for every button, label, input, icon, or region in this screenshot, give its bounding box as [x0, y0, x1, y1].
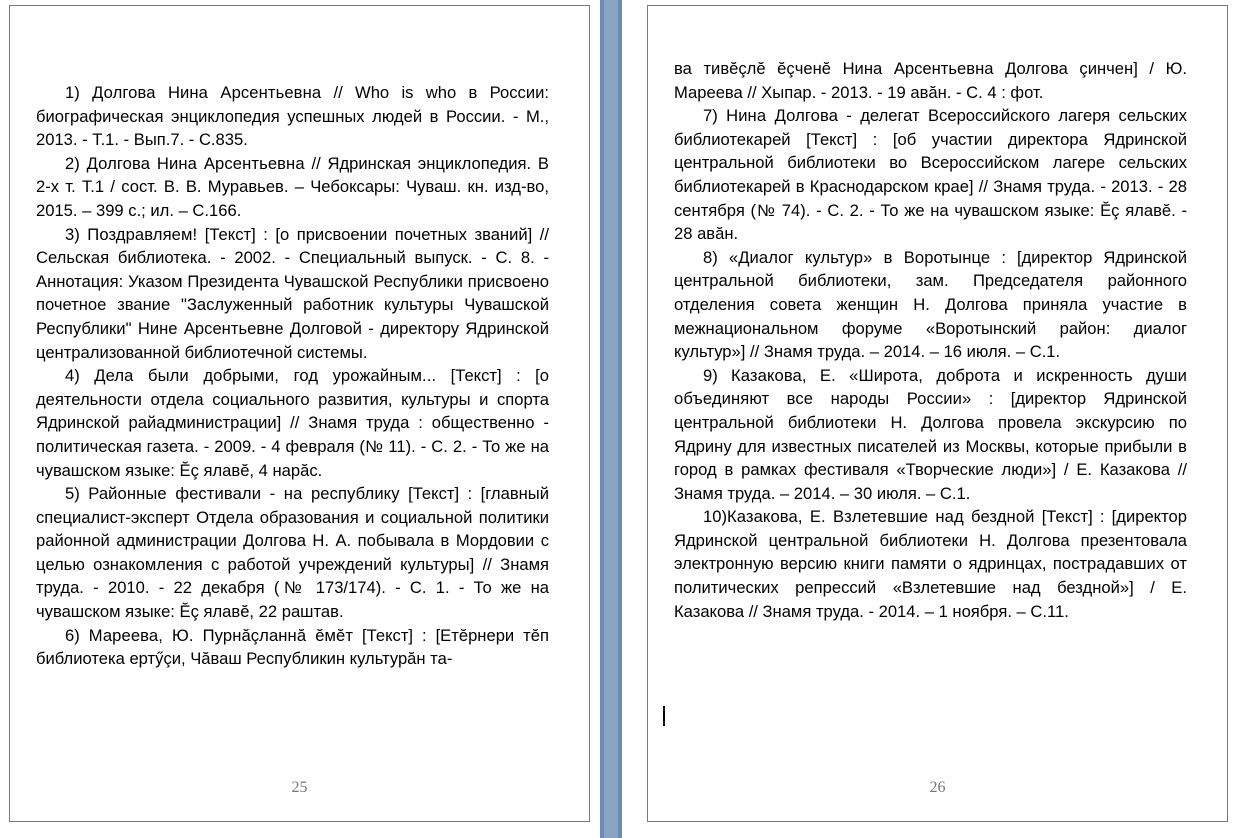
entry-text: : [директор Ядринской центральной библиотеки Н. Долгова провела экскурсию по Ядрину для известных писателей из Москвы, которые прибыли в город в рамках фестиваля «Творческие люди»] / Е. Казакова // Знамя труда. – 2014. – 30 июля. – С.1.: [674, 389, 1187, 503]
bib-entry-6-continuation: ва тивĕçлĕ ĕçченĕ Нина Арсентьевна Долгова çинчен] / Ю. Мареева // Хыпар. - 2013. - 19 авăн. - С. 4 : фот.: [674, 59, 1187, 102]
page-26-body[interactable]: [674, 57, 1187, 623]
entry-text: [Текст] : [Етĕрнери тĕп библиотека ертӳçи, Чăваш Республикин культурăн та-: [36, 625, 549, 669]
page-number: 26: [929, 779, 946, 796]
page-26[interactable]: [647, 5, 1228, 822]
entry-title: Районные фестивали - на республику: [88, 484, 400, 504]
entry-title: «Диалог культур» в Воротынце: [728, 247, 991, 267]
entry-text: [Текст] : [о присвоении почетных званий] // Сельская библиотека. - 2002. - Специальный выпуск. - С. 8. - Аннотация: Указом Президента Чувашской Республики присвоено почетное звание "Заслуженный работник культуры Чувашской Республики" Нине Арсентьевне Долговой - директору Ядринской централизованной библиотечной системы.: [36, 224, 549, 362]
bib-entry-7: 7) Нина Долгова - делегат Всероссийского лагеря сельских библиотекарей [Текст] : [об участии директора Ядринской центральной библиотеки во Всероссийском лагере сельских библиотекарей в Краснодарском крае] // Знамя труда. - 2013. - 28 сентября (№ 74). - С. 2. - То же на чувашском языке: Ĕç ялавĕ. - 28 авăн.: [674, 106, 1187, 244]
entry-title: Казакова, Е. Взлетевшие над бездной: [726, 507, 1035, 527]
page-25[interactable]: [9, 5, 590, 822]
page-gutter: [600, 0, 622, 838]
entry-text: : [директор Ядринской центральной библиотеки, зам. Председателя районного отделения совета женщин Н. Долгова приняла участие в межнациональном форуме «Воротынский район: диалог культур»] // Знамя труда. – 2014. – 16 июля. – С.1.: [674, 247, 1187, 362]
bib-entry-1: 1) Долгова Нина Арсентьевна // Who is who в России: биографическая энциклопедия успешных людей в России. - М., 2013. - Т.1. - Вып.7. - С.835.: [36, 83, 549, 150]
bib-entry-5: 5) Районные фестивали - на республику [Текст] : [главный специалист-эксперт Отдела образования и социальной политики районной администрации Долгова Н. А. побывала в Мордовии с целью ознакомления с работой учреждений культуры] // Знамя труда. - 2010. - 22 декабря (№ 173/174). - С. 1. - То же на чувашском языке: Ĕç ялавĕ, 22 раштав.: [36, 484, 549, 622]
entry-text: // Ядринская энциклопедия. В 2-х т. Т.1 / сост. В. В. Муравьев. – Чебоксары: Чуваш. кн. изд-во, 2015. – 399 с.; ил. – С.166.: [36, 153, 549, 220]
entry-title: Долгова Нина Арсентьевна: [86, 153, 305, 173]
entry-text: [Текст] : [директор Ядринской центральной библиотеки Н. Долгова презентовала электронную версию книги памяти о ядринцах, пострадавших от политических репрессий «Взлетевшие над бездной»] / Е. Казакова // Знамя труда. - 2014. – 1 ноября. – С.11.: [674, 507, 1187, 621]
page-25-body[interactable]: [36, 81, 549, 671]
entry-text: // Who is who в России: биографическая энциклопедия успешных людей в России. - М., 2013. - Т.1. - Вып.7. - С.835.: [36, 83, 549, 150]
bib-entry-8: 8) «Диалог культур» в Воротынце : [директор Ядринской центральной библиотеки, зам. Председателя районного отделения совета женщин Н. Долгова приняла участие в межнациональном форуме «Воротынский район: диалог культур»] // Знамя труда. – 2014. – 16 июля. – С.1.: [674, 247, 1187, 362]
bib-entry-2: 2) Долгова Нина Арсентьевна // Ядринская энциклопедия. В 2-х т. Т.1 / сост. В. В. Муравьев. – Чебоксары: Чуваш. кн. изд-во, 2015. – 399 с.; ил. – С.166.: [36, 153, 549, 220]
text-cursor: [663, 706, 665, 726]
bib-entry-6: 6) Мареева, Ю. Пурнăçланнă ĕмĕт [Текст] : [Етĕрнери тĕп библиотека ертӳçи, Чăваш Республикин культурăн та-: [36, 625, 549, 669]
gutter-shade-right: [618, 0, 622, 838]
bib-entry-9: 9) Казакова, Е. «Широта, доброта и искренность души объединяют все народы России» : [директор Ядринской центральной библиотеки Н. Долгова провела экскурсию по Ядрину для известных писателей из Москвы, которые прибыли в город в рамках фестиваля «Творческие люди»] / Е. Казакова // Знамя труда. – 2014. – 30 июля. – С.1.: [674, 365, 1187, 503]
entry-text: - делегат Всероссийского лагеря сельских библиотекарей [Текст] : [об участии директора Ядринской центральной библиотеки во Всероссийском лагере сельских библиотекарей в Краснодарском крае] // Знамя труда. - 2013. - 28 сентября (№ 74). - С. 2. - То же на чувашском языке: Ĕç ялавĕ. - 28 авăн.: [674, 106, 1187, 244]
entry-title: Долгова Нина Арсентьевна: [92, 83, 322, 102]
bib-entry-10: 10)Казакова, Е. Взлетевшие над бездной [Текст] : [директор Ядринской центральной библиотеки Н. Долгова презентовала электронную версию книги памяти о ядринцах, пострадавших от политических репрессий «Взлетевшие над бездной»] / Е. Казакова // Знамя труда. - 2014. – 1 ноября. – С.11.: [674, 507, 1187, 621]
entry-title: Мареева, Ю. Пурнăçланнă ĕмĕт: [88, 625, 354, 645]
page-number: 25: [291, 779, 308, 796]
entry-title: Дела были добрыми, год урожайным...: [94, 366, 437, 386]
entry-title: Казакова, Е. «Широта, доброта и искренность души объединяют все народы России»: [674, 365, 1187, 409]
bib-entry-4: 4) Дела были добрыми, год урожайным... [Текст] : [о деятельности отдела социального развития, культуры и спорта Ядринской райадминистрации] // Знамя труда : общественно - политическая газета. - 2009. - 4 февраля (№ 11). - С. 2. - То же на чувашском языке: Ĕç ялавĕ, 4 нарăс.: [36, 366, 549, 480]
bib-entry-3: 3) Поздравляем! [Текст] : [о присвоении почетных званий] // Сельская библиотека. - 2002. - Специальный выпуск. - С. 8. - Аннотация: Указом Президента Чувашской Республики присвоено почетное звание "Заслуженный работник культуры Чувашской Республики" Нине Арсентьевне Долговой - директору Ядринской централизованной библиотечной системы.: [36, 224, 549, 362]
entry-title: Поздравляем!: [87, 224, 198, 244]
entry-text: [Текст] : [о деятельности отдела социального развития, культуры и спорта Ядринской райадминистрации] // Знамя труда : общественно - политическая газета. - 2009. - 4 февраля (№ 11). - С. 2. - То же на чувашском языке: Ĕç ялавĕ, 4 нарăс.: [36, 366, 549, 480]
entry-title: Нина Долгова: [726, 106, 839, 126]
entry-text: [Текст] : [главный специалист-эксперт Отдела образования и социальной политики районной администрации Долгова Н. А. побывала в Мордовии с целью ознакомления с работой учреждений культуры] // Знамя труда. - 2010. - 22 декабря (№ 173/174). - С. 1. - То же на чувашском языке: Ĕç ялавĕ, 22 раштав.: [36, 484, 549, 622]
gutter-shade-left: [600, 0, 604, 838]
